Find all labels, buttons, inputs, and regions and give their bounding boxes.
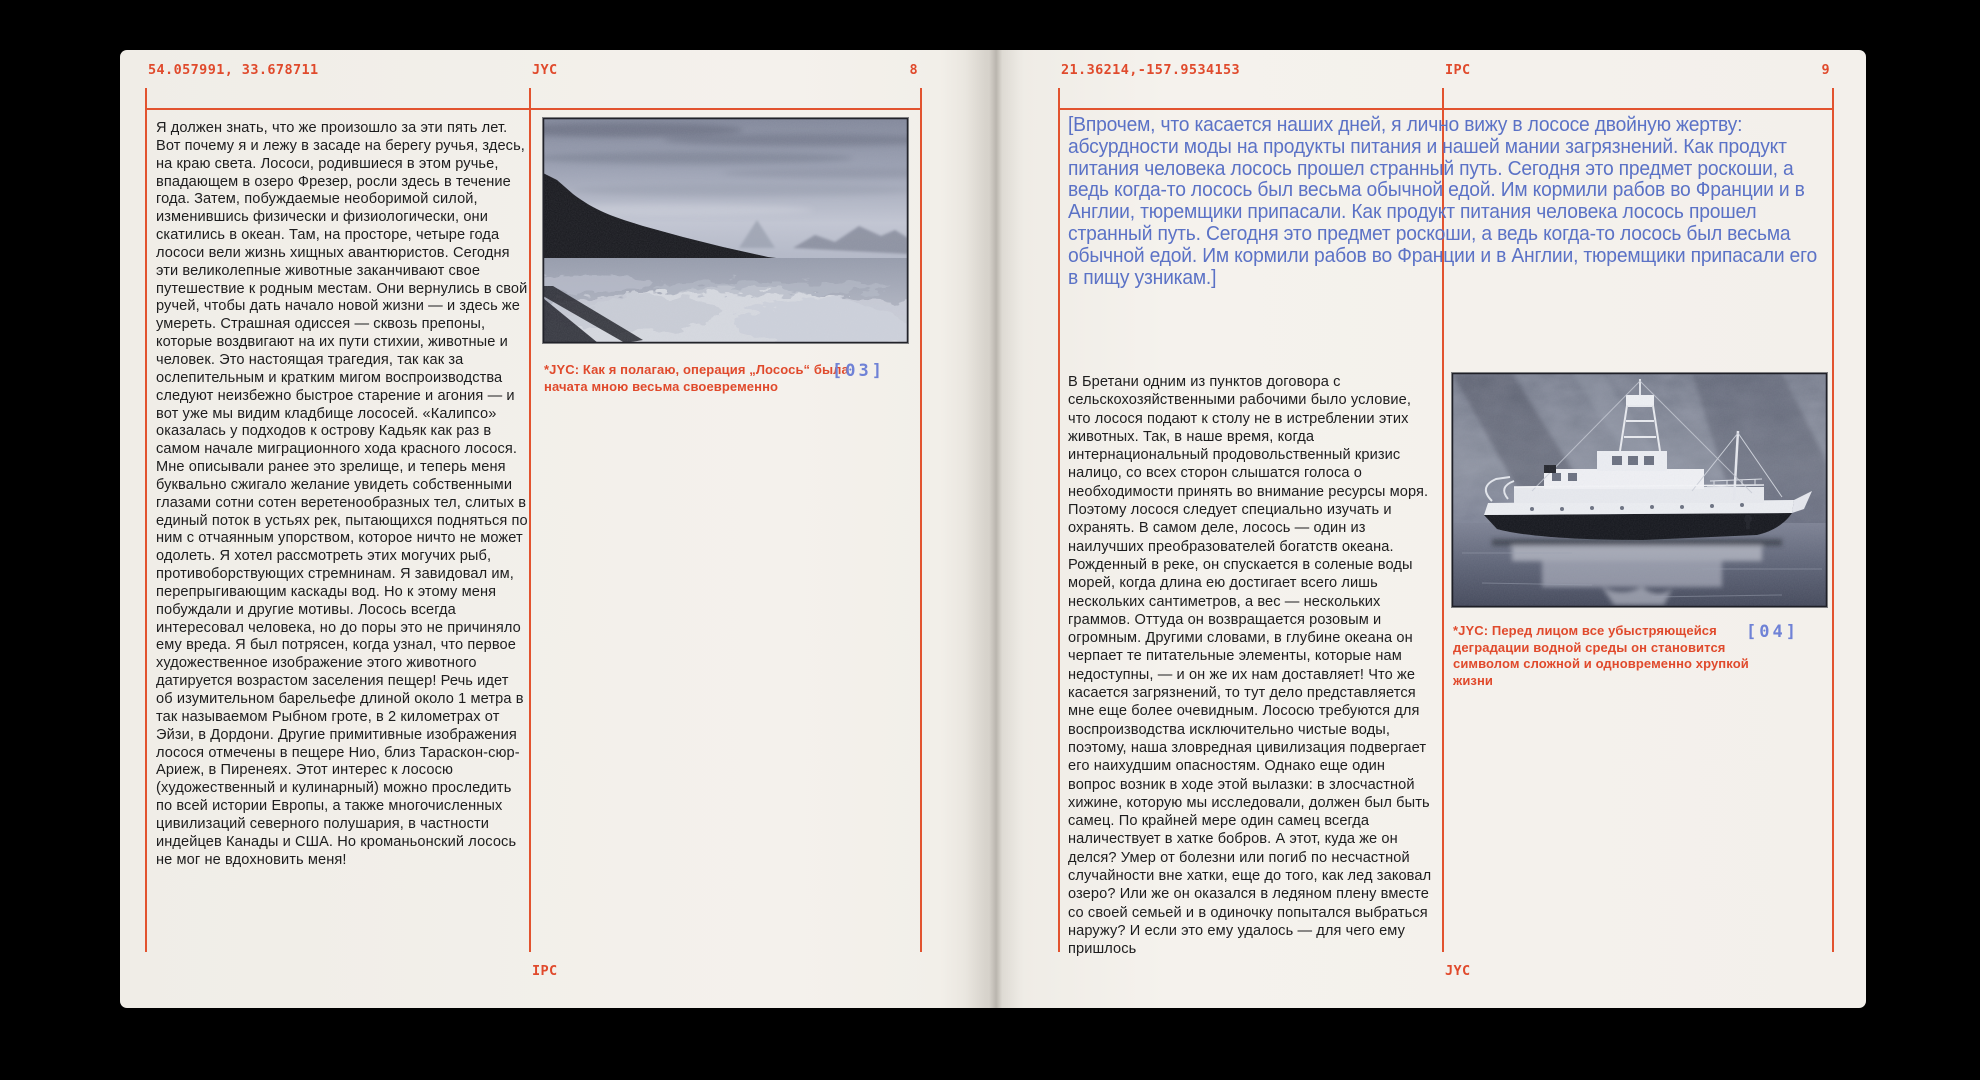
right-body-text: В Бретани одним из пунктов договора с сельскохозяйственными рабочими было условие, что лосося подают к столу не в истреблении этих животных. Так, в наше время, когда интернациональный продовольственный кризис налицо, со всех сторон слышатся голоса о необходимости принять во внимание ресурсы моря. Поэтому лосося следует специально изучать и охранять. В самом деле, лосось — один из наилучших преобразователей богатств океана. Рожденный в реке, он спускается в соленые воды морей, когда длина ею достигает всего лишь нескольких сантиметров, а вес — нескольких граммов. Оттуда он возвращается розовым и огромным. Другими словами, в глубине океана он черпает те питательные элементы, которые нам недоступны, — и он же их нам доставляет! Что же касается загрязнений, то тут дело представляется мне еще более очевидным. Лососю требуются для воспроизводства исключительно чистые воды, поэтому, наша зловредная цивилизация подвергает его наихудшим опасностям. Однако еще один вопрос возник в ходе этой вылазки: в злосчастной хижине, которую мы исследовали, должен был быть самец. По крайней мере один самец всегда наличествует в хатке бобров. А этот, куда же он делся? Умер от болезни или погиб по несчастной случайности вне хатки, еще до того, как лед заковал озеро? Или же он оказался в ледяном плену вместе со своей семьей и в одиночку попытался выбраться наружу? И если это ему удалось — для чего ему пришлось [1068,374,1432,958]
left-header-coordinates: 54.057991, 33.678711 [148,62,319,78]
left-column-rule [529,88,531,952]
left-figure-number: [03] [832,361,885,381]
left-outer-rule [920,88,922,952]
right-header-rule [1058,108,1834,110]
seascape-surf-and-mountains-photo [543,118,908,343]
left-footer-label: IPC [532,963,558,979]
right-figure-caption: *JYC: Перед лицом все убыстряющейся деградации водной среды он становится символом сложной и одновременно хрупкой жизни [1453,623,1749,688]
book-spread [120,50,1866,1008]
left-figure-caption: *JYC: Как я полагаю, операция „Лосось“ была начата мною весьма своевременно [544,362,849,394]
right-header-coordinates: 21.36214,-157.9534153 [1061,62,1241,78]
right-figure-number: [04] [1746,622,1799,642]
left-body-text: Я должен знать, что же произошло за эти пять лет. Вот почему я и лежу в засаде на берегу ручья, здесь, на краю света. Лососи, родившиеся в этом ручье, впадающем в озеро Фрезер, росли здесь в течение года. Затем, побуждаемые необоримой силой, изменившись физически и физиологически, они скатились в океан. Там, на просторе, четыре года лососи вели жизнь хищных авантюристов. Сегодня эти великолепные животные заканчивают свое путешествие к родным местам. Они вернулись в свой ручей, чтобы дать начало новой жизни — и здесь же умереть. Страшная одиссея — сквозь препоны, которые воздвигают на их пути стихии, животные и человек. Это настоящая трагедия, так как за ослепительным и кратким мигом воспроизводства следуют неизбежно быстрое старение и агония — и вот уже мы видим кладбище лососей. «Калипсо» оказалась у подходов к острову Кадьяк как раз в самом начале миграционного хода красного лосося. Мне описывали ранее это зрелище, и теперь меня буквально сжигало желание увидеть собственными глазами сотни сотен веретенообразных тел, слитых в единый поток в устьях рек, пытающихся подняться по ним с отчаянным упорством, которое ничто не может одолеть. Я хотел рассмотреть этих могучих рыб, противоборствующих стремнинам. Я завидовал им, перепрыгивающим каскады вод. Но к этому меня побуждали и другие мотивы. Лосось всегда интересовал человека, но до поры это не причиняло ему вреда. Я был потрясен, когда узнал, что первое художественное изображение этого животного датируется возрастом заселения пещер! Речь идет об изумительном барельефе длиной около 1 метра в так называемом Рыбном гроте, в 2 километрах от Эйзи, в Дордони. Другие примитивные изображения лосося отмечены в пещере Нио, близ Тараскон-сюр-Ариеж, в Пиренеях. Этот интерес к лососю (художественный и кулинарный) можно проследить по всей истории Европы, а также многочисленных цивилизаций северного полушария, в частности индейцев Канады и США. Но кроманьонский лосось не мог не вдохновить меня! [156,120,528,868]
right-outer-rule [1832,88,1834,952]
left-margin-rule [145,88,147,952]
left-page-number: 8 [909,62,918,78]
left-header-label: JYC [532,62,558,78]
left-header-rule [145,108,922,110]
right-margin-rule [1058,88,1060,952]
right-footer-label: JYC [1445,963,1471,979]
right-intro-quote: [Впрочем, что касается наших дней, я лично вижу в лососе двойную жертву: абсурдности моды на продукты питания и нашей мании загрязнений. Как продукт питания человека лосось прошел странный путь. Сегодня это предмет роскоши, а ведь когда-то лосось был весьма обычной едой. Им кормили рабов во Франции и в Англии, тюремщики припасали. Как продукт питания человека лосось прошел странный путь. Сегодня это предмет роскоши, а ведь когда-то лосось был весьма обычной едой. Им кормили рабов во Франции и в Англии, тюремщики припасали его в пищу узникам.] [1068,113,1818,289]
right-header-label: IPC [1445,62,1471,78]
right-page-number: 9 [1821,62,1830,78]
page-gutter-shadow [965,50,1025,1008]
calypso-ship-photo [1452,373,1827,607]
